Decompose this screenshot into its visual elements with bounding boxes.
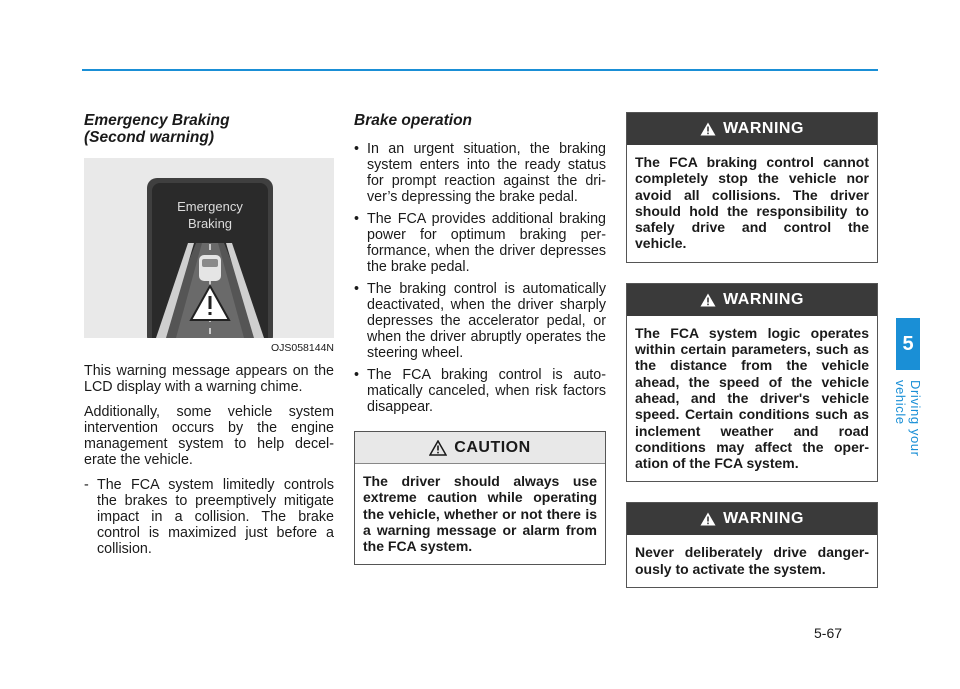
list-item: • In an urgent situation, the braking system enters into the ready status for prompt reaction against the driver’s depressing the brake pedal. — [354, 141, 606, 205]
warning-triangle-icon — [700, 512, 716, 526]
section-heading-emergency-braking: Emergency Braking (Second warning) — [84, 112, 230, 146]
figure-code: OJS058144N — [270, 342, 334, 354]
bullet-mark: • — [354, 211, 360, 227]
page-number: 5-67 — [814, 625, 843, 641]
warning-header — [627, 503, 877, 535]
list-item: • The braking control is automatically deactivated, when the driver sharply depresses the accelerator pedal, or when the driver abruptly operates the steering wheel. — [354, 281, 606, 361]
dash-mark: - — [84, 477, 89, 493]
warning-header — [627, 284, 877, 316]
warning-box — [626, 502, 878, 588]
cluster-display-figure — [84, 158, 334, 338]
display-title-line2: Braking — [187, 216, 233, 231]
dash-list-item — [84, 477, 334, 557]
warning-box — [626, 112, 878, 263]
middle-column — [354, 112, 606, 565]
right-column — [626, 112, 878, 588]
chapter-title: Driving your vehicle — [893, 380, 923, 457]
warning-title: WARNING — [723, 290, 804, 308]
display-title-line1: Emergency — [177, 199, 243, 214]
cluster-display-illustration — [84, 158, 334, 338]
warning-triangle-icon — [700, 122, 716, 136]
warning-title: WARNING — [723, 120, 804, 137]
brake-operation-list — [354, 141, 606, 415]
chapter-tab[interactable]: 5 — [896, 318, 920, 370]
warning-title: WARNING — [723, 510, 804, 528]
warning-body: The FCA braking control cannot completely stop the vehicle nor avoid all collisions. The driver should hold the responsibility to safely drive and control the vehicle. — [635, 154, 869, 252]
warning-body: Never deliberately drive dangerously to activate the system. — [635, 544, 869, 577]
caution-box — [354, 431, 606, 565]
left-column — [84, 112, 334, 557]
bullet-mark: • — [354, 141, 360, 157]
list-item: • The FCA braking control is automatically canceled, when risk factors disappear. — [354, 367, 606, 415]
top-rule — [82, 69, 878, 71]
caution-triangle-icon — [429, 440, 447, 456]
warning-header — [627, 113, 877, 145]
warning-body: The FCA system logic operates within certain parameters, such as the distance from the vehicle ahead, the speed of the vehicle ahead, and the driver's vehicle speed. Certain conditions such as inclement weather and road conditions may affect the operation of the FCA system. — [635, 324, 869, 472]
paragraph: Additionally, some vehicle system intervention occurs by the engine management system to help decelerate the vehicle. — [84, 404, 334, 468]
caution-title: CAUTION — [454, 438, 531, 456]
paragraph: This warning message appears on the LCD display with a warning chime. — [84, 363, 334, 395]
warning-box — [626, 283, 878, 483]
warning-triangle-icon — [700, 293, 716, 307]
caution-body: The driver should always use extreme caution while operating the vehicle, whether or not there is a warning message or alarm from the FCA system. — [363, 473, 597, 555]
dash-item-text: The FCA system limitedly controls the brakes to preemptively mitigate impact in a collision. The brake control is maximized just before a collision. — [97, 477, 334, 557]
section-heading-brake-operation: Brake operation — [354, 112, 473, 129]
bullet-mark: • — [354, 281, 360, 297]
list-item: • The FCA provides additional braking power for optimum braking performance, when the driver depresses the brake pedal. — [354, 211, 606, 275]
car-icon — [199, 255, 221, 281]
caution-header — [355, 432, 605, 464]
bullet-mark: • — [354, 367, 360, 383]
